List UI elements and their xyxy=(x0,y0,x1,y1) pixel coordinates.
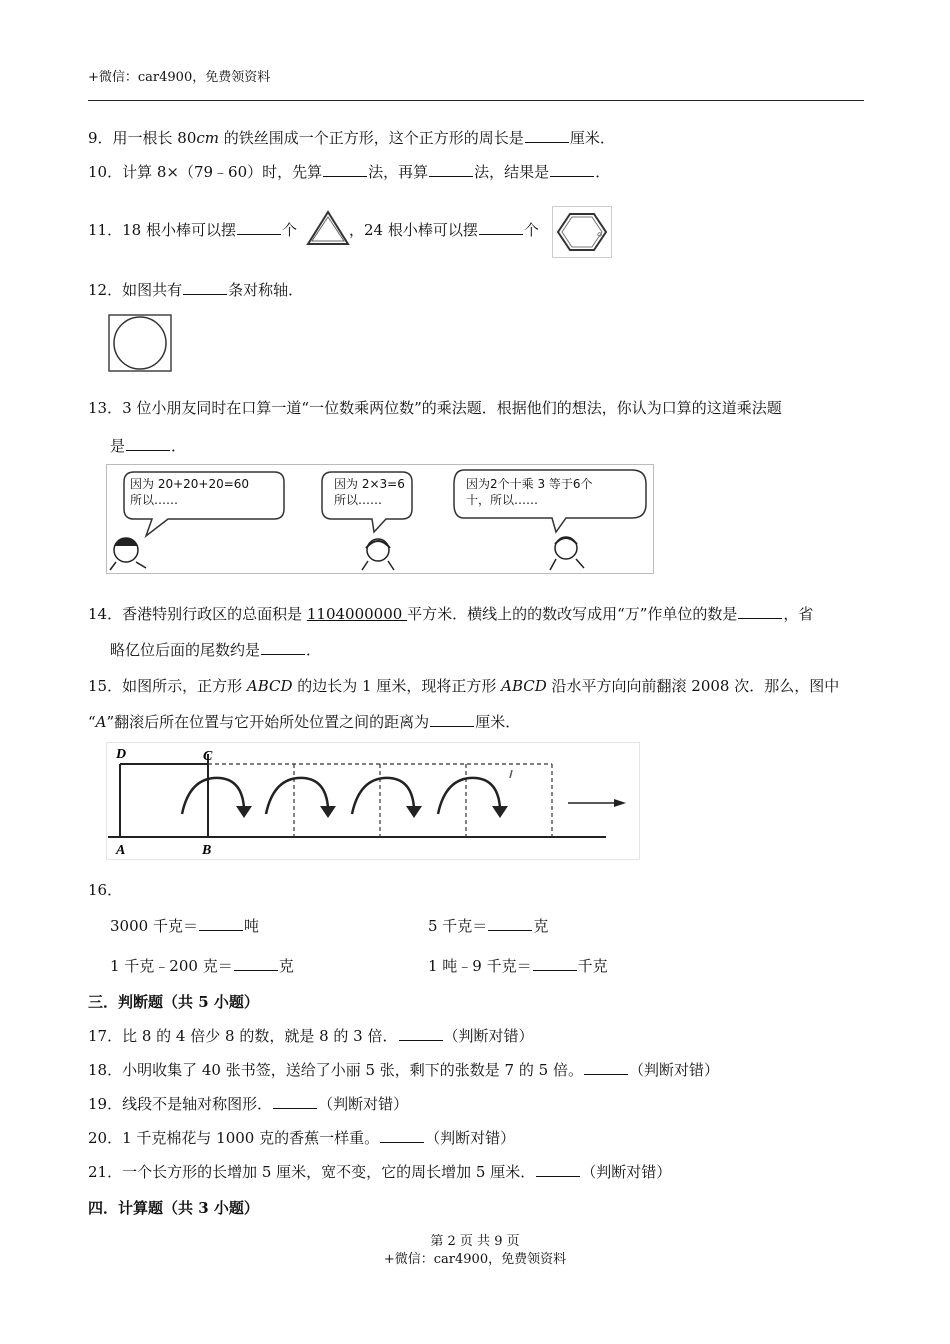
speech-bubble-2: 因为 2×3=6 所以…… xyxy=(334,477,405,507)
answer-blank[interactable] xyxy=(536,1162,580,1177)
square-circle-figure xyxy=(106,312,174,374)
label-C: C xyxy=(203,749,213,764)
label-B: B xyxy=(202,843,212,858)
answer-blank[interactable] xyxy=(738,604,782,619)
answer-blank[interactable] xyxy=(273,1094,317,1109)
question-14-line1: 14．香港特别行政区的总面积是 1104000000 平方米．横线上的的数改写成用“万”作单位的数是 ，省 xyxy=(88,605,814,623)
question-11: 11．18 根小棒可以摆 个 ，24 根小棒可以摆 个 。 xyxy=(88,221,612,239)
question-14-line2: 略亿位后面的尾数约是 ． xyxy=(110,641,322,659)
label-D: D xyxy=(116,747,127,762)
question-13-line2: 是 ． xyxy=(110,437,187,455)
question-9: 9．用一根长 80cm 的铁丝围成一个正方形，这个正方形的周长是 厘米． xyxy=(88,129,615,147)
child-2-icon xyxy=(362,539,394,570)
question-18: 18．小明收集了 40 张书签，送给了小丽 5 张，剩下的张数是 7 的 5 倍。 （判断对错） xyxy=(88,1061,719,1079)
question-16-item3: 1 千克﹣200 克＝ 克 xyxy=(110,957,294,975)
question-16-item2: 5 千克＝ 克 xyxy=(428,917,549,935)
question-16: 16． xyxy=(88,881,123,899)
answer-blank[interactable] xyxy=(488,916,532,931)
answer-blank[interactable] xyxy=(126,436,170,451)
answer-blank[interactable] xyxy=(237,220,281,235)
speech-bubble-1: 因为 20+20+20=60 所以…… xyxy=(130,477,250,507)
answer-blank[interactable] xyxy=(430,712,474,727)
page-number: 第 2 页 共 9 页 xyxy=(430,1234,520,1249)
answer-blank[interactable] xyxy=(234,956,278,971)
section-3-heading: 三．判断题（共 5 小题） xyxy=(88,993,259,1011)
answer-blank[interactable] xyxy=(550,162,594,177)
answer-blank[interactable] xyxy=(429,162,473,177)
child-1-icon xyxy=(110,538,146,570)
label-A: A xyxy=(116,843,126,858)
question-12: 12．如图共有 条对称轴． xyxy=(88,281,304,299)
answer-blank[interactable] xyxy=(399,1026,443,1041)
question-15-line2: “A”翻滚后所在位置与它开始所处位置之间的距离为 厘米． xyxy=(88,713,521,731)
question-16-item4: 1 吨﹣9 千克＝ 千克 xyxy=(428,957,608,975)
question-15-line1: 15．如图所示，正方形 ABCD 的边长为 1 厘米，现将正方形 ABCD 沿水平方向向前翻滚 2008 次．那么，图中 xyxy=(88,677,840,695)
speech-bubble-3: 因为2个十乘 3 等于6个 十，所以…… xyxy=(466,477,593,507)
hexagon-sticks-figure xyxy=(552,206,612,258)
triangle-sticks-figure xyxy=(302,206,354,250)
answer-blank[interactable] xyxy=(261,640,305,655)
header-text: +微信：car4900，免费领资料 xyxy=(88,70,271,85)
answer-blank[interactable] xyxy=(323,162,367,177)
question-21: 21．一个长方形的长增加 5 厘米，宽不变，它的周长增加 5 厘米． （判断对错） xyxy=(88,1163,672,1181)
question-10: 10．计算 8×（79﹣60）时，先算 法，再算 法，结果是 ． xyxy=(88,163,611,181)
answer-blank[interactable] xyxy=(533,956,577,971)
answer-blank[interactable] xyxy=(199,916,243,931)
child-3-icon xyxy=(550,537,584,570)
question-17: 17．比 8 的 4 倍少 8 的数，就是 8 的 3 倍． （判断对错） xyxy=(88,1027,534,1045)
header-divider xyxy=(88,100,864,101)
question-19: 19．线段不是轴对称图形． （判断对错） xyxy=(88,1095,409,1113)
footer-text: +微信：car4900，免费领资料 xyxy=(383,1252,567,1267)
answer-blank[interactable] xyxy=(380,1128,424,1143)
rolling-square-figure xyxy=(106,742,640,860)
question-16-item1: 3000 千克＝ 吨 xyxy=(110,917,259,935)
question-13-line1: 13．3 位小朋友同时在口算一道“一位数乘两位数”的乘法题．根据他们的想法，你认为口算的这道乘法题 xyxy=(88,399,782,417)
question-20: 20．1 千克棉花与 1000 克的香蕉一样重。 （判断对错） xyxy=(88,1129,516,1147)
answer-blank[interactable] xyxy=(584,1060,628,1075)
section-4-heading: 四．计算题（共 3 小题） xyxy=(88,1199,259,1217)
answer-blank[interactable] xyxy=(479,220,523,235)
answer-blank[interactable] xyxy=(525,128,569,143)
answer-blank[interactable] xyxy=(183,280,227,295)
